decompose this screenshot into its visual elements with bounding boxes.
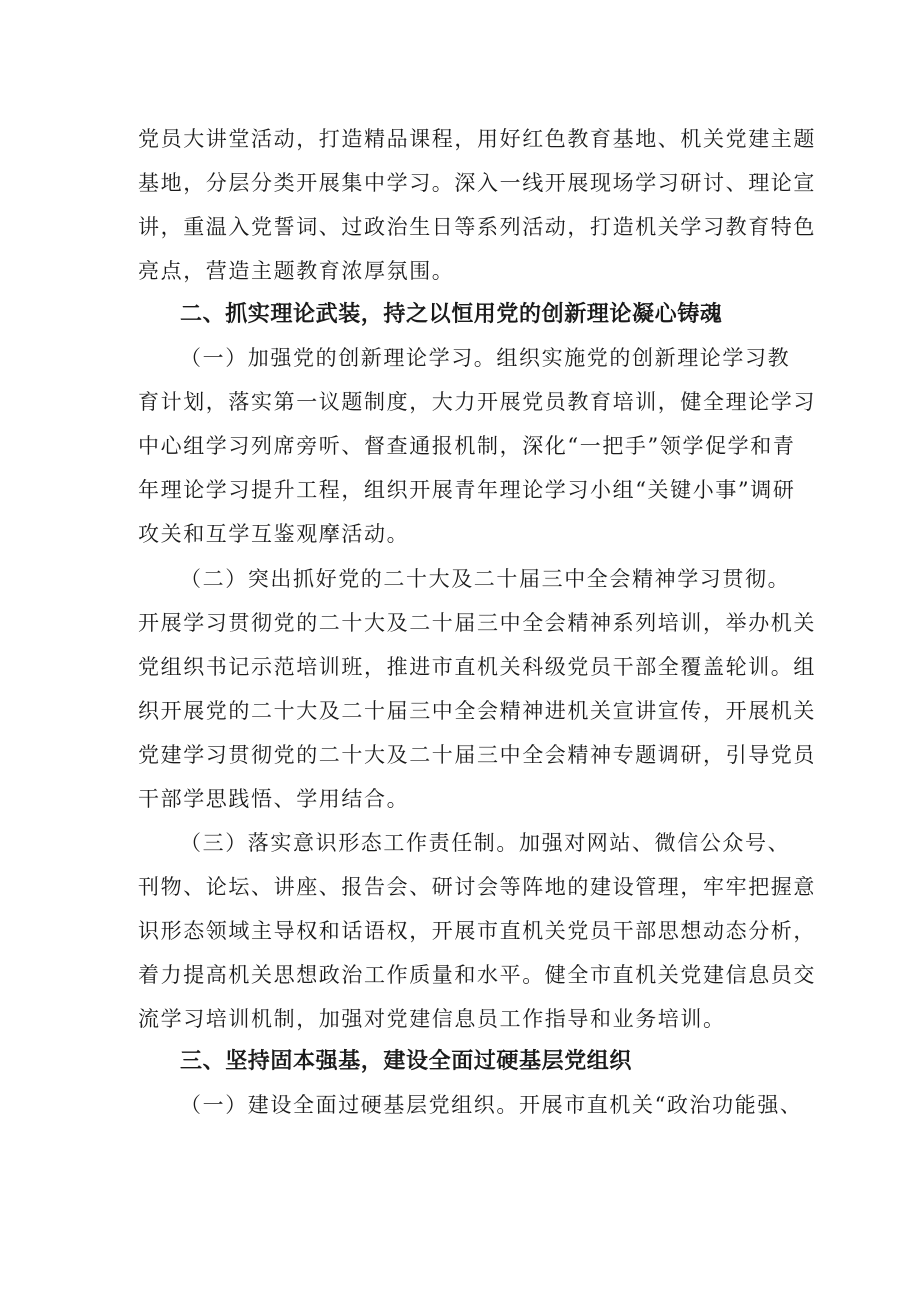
- text-line: 党组织书记示范培训班，推进市直机关科级党员干部全覆盖轮训。组: [138, 655, 816, 679]
- text-line: 着力提高机关思想政治工作质量和水平。健全市直机关党建信息员交: [138, 963, 816, 987]
- text-line: 流学习培训机制，加强对党建信息员工作指导和业务培训。: [138, 1007, 726, 1031]
- text-line: 干部学思践悟、学用结合。: [138, 787, 410, 811]
- text-line: （一）加强党的创新理论学习。组织实施党的创新理论学习教: [180, 346, 791, 370]
- section-heading-3: 三、坚持固本强基，建设全面过硬基层党组织: [180, 1049, 633, 1074]
- text-line: 攻关和互学互鉴观摩活动。: [138, 522, 410, 546]
- section-heading-2: 二、抓实理论武装，持之以恒用党的创新理论凝心铸魂: [180, 302, 723, 327]
- text-line: （二）突出抓好党的二十大及二十届三中全会精神学习贯彻。: [180, 567, 791, 591]
- text-line: 中心组学习列席旁听、督查通报机制，深化“一把手”领学促学和青: [138, 434, 796, 458]
- text-line: 党建学习贯彻党的二十大及二十届三中全会精神专题调研，引导党员: [138, 743, 816, 767]
- text-line: 刊物、论坛、讲座、报告会、研讨会等阵地的建设管理，牢牢把握意: [138, 875, 816, 899]
- text-line: 讲，重温入党誓词、过政治生日等系列活动，打造机关学习教育特色: [138, 215, 816, 239]
- text-line: （三）落实意识形态工作责任制。加强对网站、微信公众号、: [180, 831, 791, 855]
- text-line: 党员大讲堂活动，打造精品课程，用好红色教育基地、机关党建主题: [138, 127, 816, 151]
- text-line: 识形态领域主导权和话语权，开展市直机关党员干部思想动态分析，: [138, 919, 816, 943]
- text-line: 年理论学习提升工程，组织开展青年理论学习小组“关键小事”调研: [138, 478, 796, 502]
- text-line: 织开展党的二十大及二十届三中全会精神进机关宣讲宣传，开展机关: [138, 699, 816, 723]
- text-line: （一）建设全面过硬基层党组织。开展市直机关“政治功能强、: [180, 1093, 803, 1117]
- text-line: 开展学习贯彻党的二十大及二十届三中全会精神系列培训，举办机关: [138, 611, 816, 635]
- text-line: 育计划，落实第一议题制度，大力开展党员教育培训，健全理论学习: [138, 390, 816, 414]
- text-line: 基地，分层分类开展集中学习。深入一线开展现场学习研讨、理论宣: [138, 171, 816, 195]
- text-line: 亮点，营造主题教育浓厚氛围。: [138, 259, 455, 283]
